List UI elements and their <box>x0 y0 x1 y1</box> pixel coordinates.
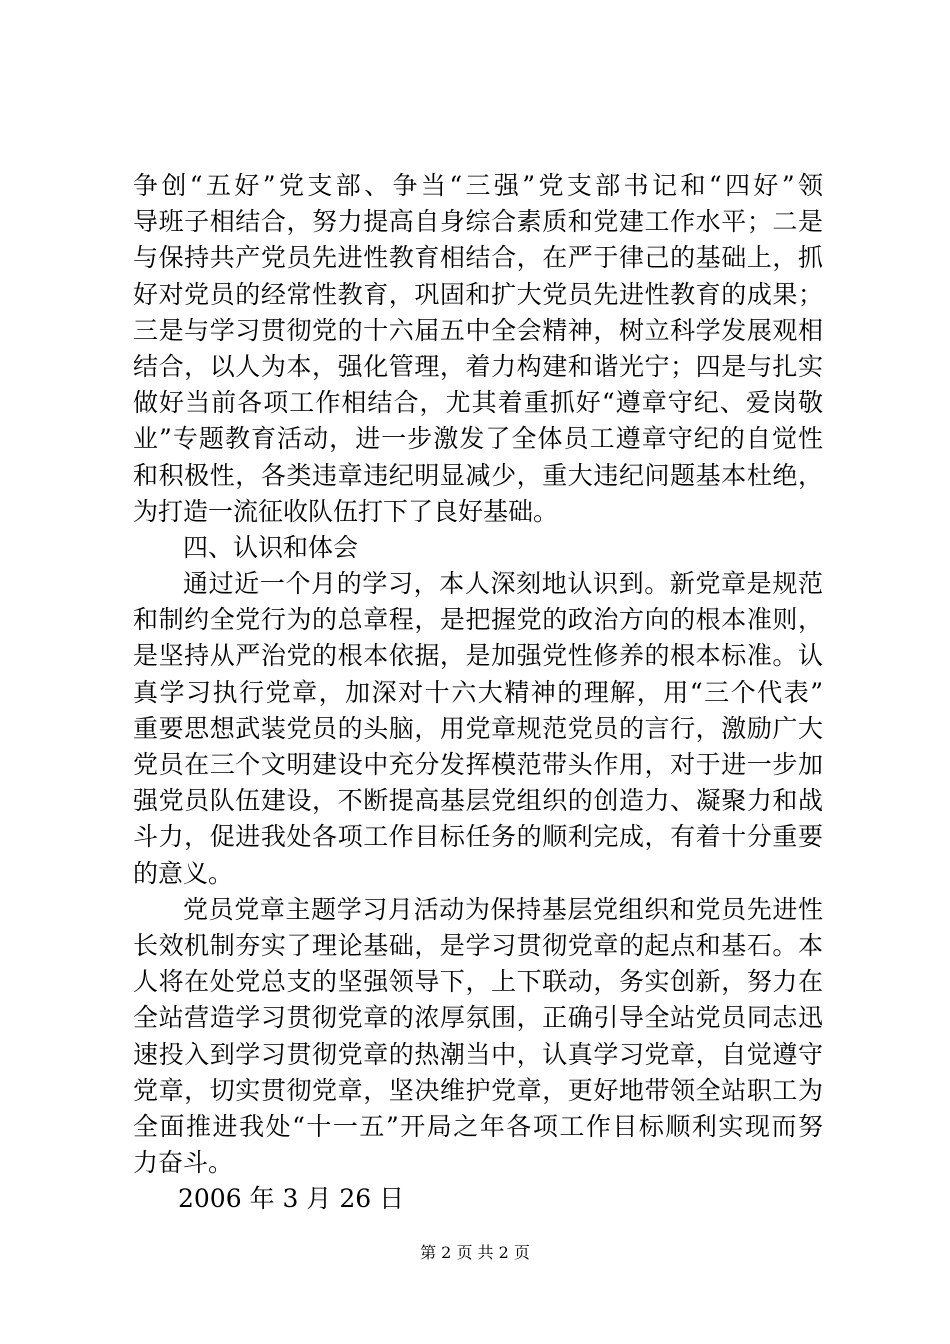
body-line-4: 好对党员的经常性教育，巩固和扩大党员先进性教育的成果； <box>133 279 823 309</box>
body-line-19: 斗力，促进我处各项工作目标任务的顺利完成，有着十分重要 <box>133 822 823 852</box>
body-line-6: 结合，以人为本，强化管理，着力构建和谐光宁；四是与扎实 <box>133 351 823 381</box>
body-line-14: 是坚持从严治党的根本依据，是加强党性修养的根本标准。认 <box>133 641 823 671</box>
body-line-18: 强党员队伍建设，不断提高基层党组织的创造力、凝聚力和战 <box>133 786 823 816</box>
body-line-3: 与保持共产党员先进性教育相结合，在严于律己的基础上，抓 <box>133 243 823 273</box>
body-line-28: 力奋斗。 <box>133 1148 234 1178</box>
body-line-15: 真学习执行党章，加深对十六大精神的理解，用“三个代表” <box>133 677 823 707</box>
body-line-16: 重要思想武装党员的头脑，用党章规范党员的言行，激励广大 <box>133 713 823 743</box>
body-line-17: 党员在三个文明建设中充分发挥模范带头作用，对于进一步加 <box>133 750 823 779</box>
body-line-2: 导班子相结合，努力提高自身综合素质和党建工作水平；二是 <box>133 207 823 237</box>
body-line-10: 为打造一流征收队伍打下了良好基础。 <box>133 496 559 526</box>
document-date: 2006 年 3 月 26 日 <box>178 1184 405 1214</box>
body-line-1: 争创“五好”党支部、争当“三强”党支部书记和“四好”领 <box>133 171 823 200</box>
body-line-9: 和积极性，各类违章违纪明显减少，重大违纪问题基本杜绝， <box>133 460 823 490</box>
document-body <box>133 168 823 1217</box>
body-line-13: 和制约全党行为的总章程，是把握党的政治方向的根本准则， <box>133 605 823 635</box>
body-line-25: 速投入到学习贯彻党章的热潮当中，认真学习党章，自觉遵守 <box>133 1039 823 1069</box>
page-number-footer: 第 2 页 共 2 页 <box>420 1243 530 1262</box>
body-line-20: 的意义。 <box>133 858 234 888</box>
body-line-21: 党员党章主题学习月活动为保持基层党组织和党员先进性 <box>183 894 823 924</box>
body-line-7: 做好当前各项工作相结合，尤其着重抓好“遵章守纪、爱岗敬 <box>133 388 823 418</box>
body-line-24: 全站营造学习贯彻党章的浓厚氛围，正确引导全站党员同志迅 <box>133 1003 823 1033</box>
body-line-23: 人将在处党总支的坚强领导下，上下联动，务实创新，努力在 <box>133 967 823 997</box>
body-line-26: 党章，切实贯彻党章，坚决维护党章，更好地带领全站职工为 <box>133 1075 823 1105</box>
body-line-5: 三是与学习贯彻党的十六届五中全会精神，树立科学发展观相 <box>133 315 823 345</box>
section-heading: 四、认识和体会 <box>183 532 359 562</box>
body-line-12: 通过近一个月的学习，本人深刻地认识到。新党章是规范 <box>183 569 823 599</box>
body-line-8: 业”专题教育活动，进一步激发了全体员工遵章守纪的自觉性 <box>133 424 823 454</box>
body-line-22: 长效机制夯实了理论基础，是学习贯彻党章的起点和基石。本 <box>133 930 823 960</box>
body-line-27: 全面推进我处“十一五”开局之年各项工作目标顺利实现而努 <box>133 1111 823 1141</box>
